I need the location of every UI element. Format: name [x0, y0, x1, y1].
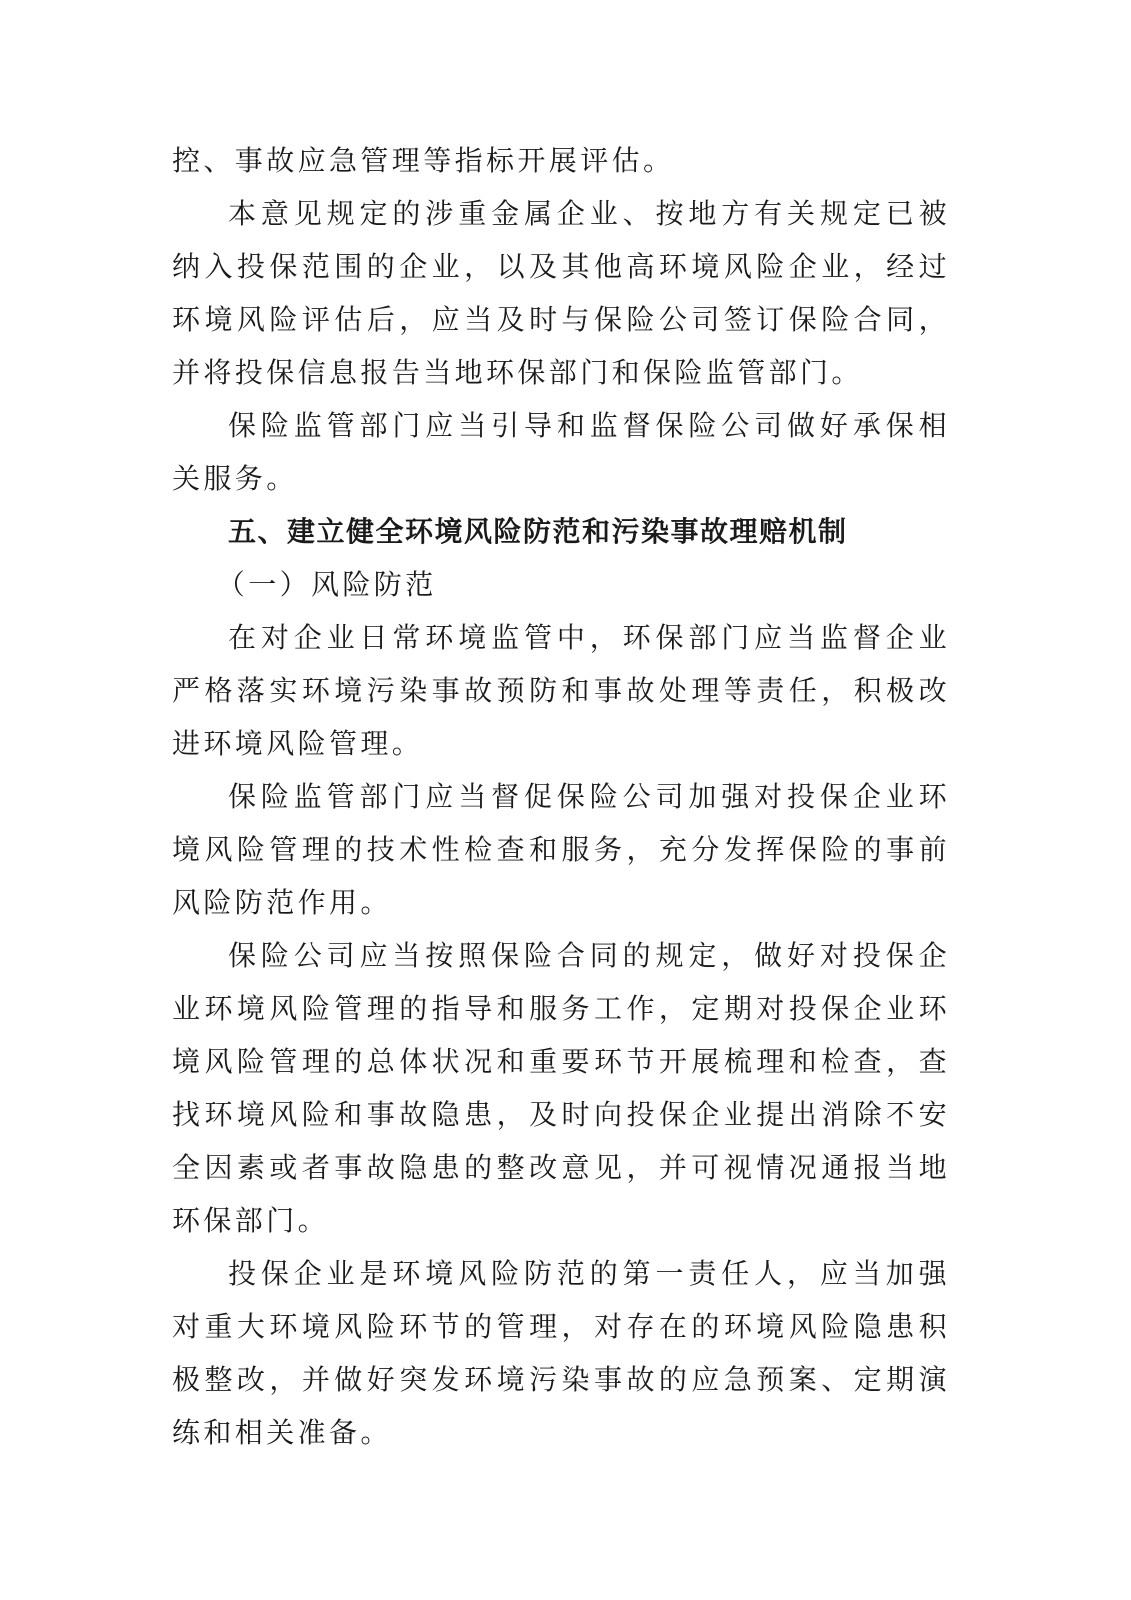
paragraph-regulator-guidance: 保险监管部门应当引导和监督保险公司做好承保相关服务。 — [172, 409, 950, 495]
paragraph-regulator-supervision: 保险监管部门应当督促保险公司加强对投保企业环境风险管理的技术性检查和服务，充分发挥保险的事前风险防范作用。 — [172, 780, 950, 919]
paragraph-continued: 控、事故应急管理等指标开展评估。 — [172, 144, 675, 177]
paragraph-insurance-scope: 本意见规定的涉重金属企业、按地方有关规定已被纳入投保范围的企业，以及其他高环境风险企业，经过环境风险评估后，应当及时与保险公司签订保险合同，并将投保信息报告当地环保部门和保险监管部门。 — [172, 197, 950, 389]
document-body — [172, 134, 950, 1459]
subsection-heading: （一）风险防范 — [216, 568, 437, 601]
paragraph-enterprise-responsibility: 投保企业是环境风险防范的第一责任人，应当加强对重大环境风险环节的管理，对存在的环境风险隐患积极整改，并做好突发环境污染事故的应急预案、定期演练和相关准备。 — [172, 1257, 950, 1449]
section-heading: 五、建立健全环境风险防范和污染事故理赔机制 — [228, 515, 848, 548]
paragraph-insurer-duties: 保险公司应当按照保险合同的规定，做好对投保企业环境风险管理的指导和服务工作，定期对投保企业环境风险管理的总体状况和重要环节开展梳理和检查，查找环境风险和事故隐患，及时向投保企业提出消除不安全因素或者事故隐患的整改意见，并可视情况通报当地环保部门。 — [172, 939, 950, 1237]
paragraph-environmental-supervision: 在对企业日常环境监管中，环保部门应当监督企业严格落实环境污染事故预防和事故处理等责任，积极改进环境风险管理。 — [172, 621, 950, 760]
